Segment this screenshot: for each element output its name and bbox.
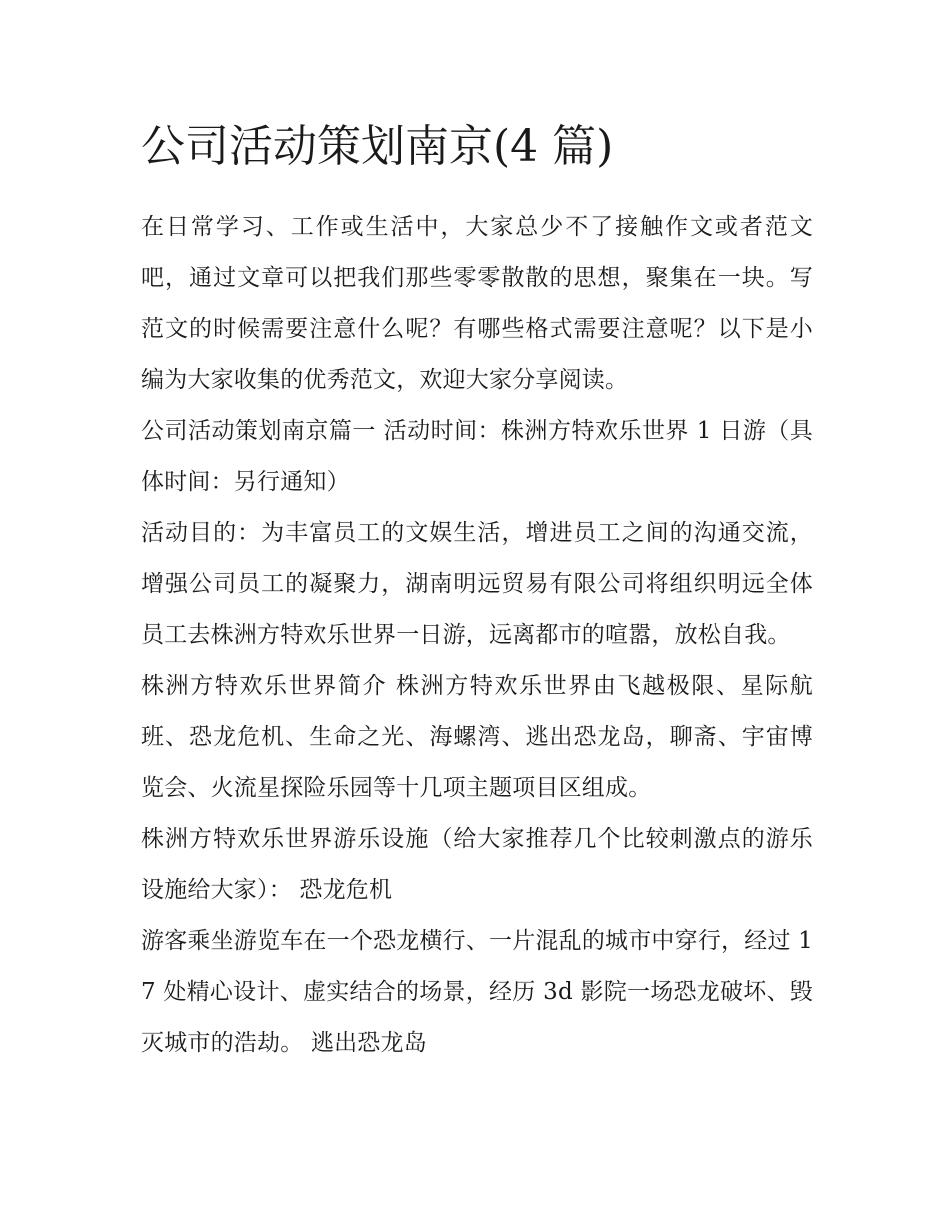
park-intro-paragraph: 株洲方特欢乐世界简介 株洲方特欢乐世界由飞越极限、星际航班、恐龙危机、生命之光、海螺湾、逃出恐龙岛，聊斋、宇宙博览会、火流星探险乐园等十几项主题项目区组成。 bbox=[141, 673, 813, 801]
document-body bbox=[141, 110, 813, 1069]
park-facilities-paragraph: 株洲方特欢乐世界游乐设施（给大家推荐几个比较刺激点的游乐设施给大家）： 恐龙危机 bbox=[141, 826, 813, 903]
dinosaur-crisis-paragraph: 游客乘坐游览车在一个恐龙横行、一片混乱的城市中穿行，经过 17 处精心设计、虚实结合的场景，经历 3d 影院一场恐龙破坏、毁灭城市的浩劫。 逃出恐龙岛 bbox=[141, 928, 813, 1056]
activity-purpose-paragraph: 活动目的：为丰富员工的文娱生活，增进员工之间的沟通交流，增强公司员工的凝聚力，湖南明远贸易有限公司将组织明远全体员工去株洲方特欢乐世界一日游，远离都市的喧嚣，放松自我。 bbox=[141, 520, 813, 648]
intro-paragraph: 在日常学习、工作或生活中，大家总少不了接触作文或者范文吧，通过文章可以把我们那些零零散散的思想，聚集在一块。写范文的时候需要注意什么呢？有哪些格式需要注意呢？以下是小编为大家收集的优秀范文，欢迎大家分享阅读。 bbox=[141, 214, 813, 393]
document-title: 公司活动策划南京(4 篇) bbox=[141, 121, 614, 172]
activity-time-paragraph: 公司活动策划南京篇一 活动时间：株洲方特欢乐世界 1 日游（具体时间：另行通知） bbox=[141, 418, 813, 495]
